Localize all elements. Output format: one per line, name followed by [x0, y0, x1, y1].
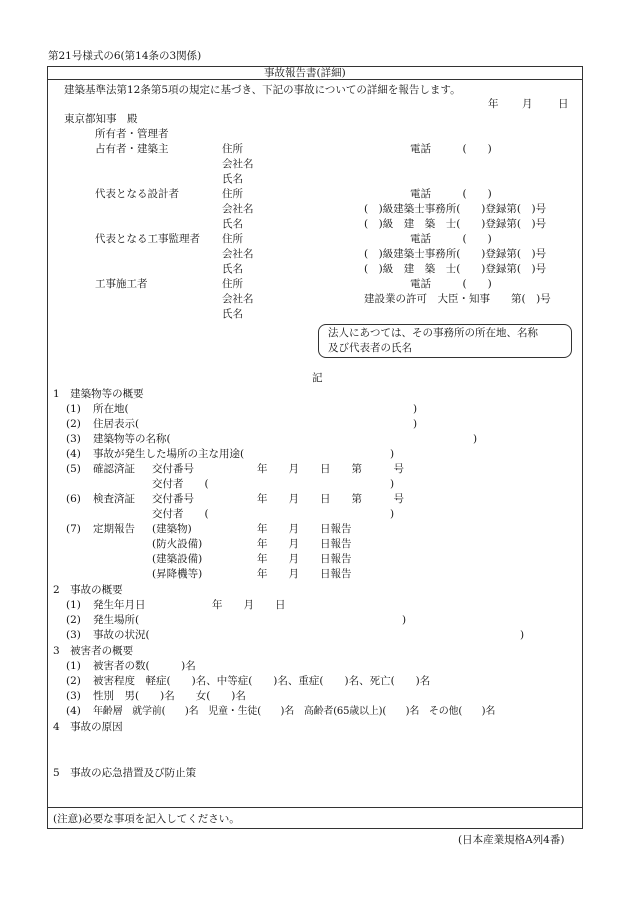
s3-age-groups: 年齢層 就学前( )名 児童・生徒( )名 高齢者(65歳以上)( )名 その他( )名	[93, 706, 496, 717]
s2-place-close: )	[402, 614, 407, 626]
designer-name-label: 氏名	[222, 218, 243, 230]
s1-periodic-date-equipment: 年 月 日報告	[257, 553, 352, 565]
s2-date-value: 年 月 日	[212, 599, 286, 611]
section3-heading: 3 被害者の概要	[53, 645, 134, 657]
s2-item3-num: (3)	[66, 629, 81, 641]
corporation-note-line1: 法人にあつては、その事務所の所在地、名称	[328, 327, 538, 339]
owner-company-label: 会社名	[222, 158, 254, 170]
owner-label: 占有者・建築主	[95, 143, 169, 155]
contractor-license: 建設業の許可 大臣・知事 第( )号	[364, 293, 551, 305]
s3-severity: 被害程度 軽症( )名、中等症( )名、重症( )名、死亡( )名	[93, 675, 431, 687]
s3-gender: 性別 男( )名 女( )名	[93, 690, 246, 702]
s3-item3-num: (3)	[66, 690, 81, 702]
s1-item1-num: (1)	[66, 403, 81, 415]
s1-periodic-label: 定期報告	[93, 523, 135, 535]
s1-item6-num: (6)	[66, 493, 81, 505]
s1-periodic-date-building: 年 月 日報告	[257, 523, 352, 535]
contractor-phone: 電話 ( )	[410, 278, 492, 290]
owner-address-label: 住所	[222, 143, 243, 155]
s1-location-close: )	[413, 403, 418, 415]
s1-item7-num: (7)	[66, 523, 81, 535]
note-divider	[48, 807, 582, 808]
s1-use-label: 事故が発生した場所の主な用途(	[93, 448, 245, 460]
s3-item1-num: (1)	[66, 660, 81, 672]
s1-confirmation-issuer-label: 交付者 (	[152, 478, 209, 490]
addressee: 東京都知事 殿	[64, 113, 138, 125]
contractor-address-label: 住所	[222, 278, 243, 290]
s2-date-label: 発生年月日	[93, 599, 146, 611]
s1-confirmation-number-label: 交付番号	[152, 463, 194, 475]
supervisor-office-registration: ( )級建築士事務所( )登録第( )号	[364, 248, 547, 260]
intro-text: 建築基準法第12条第5項の規定に基づき、下記の事故についての詳細を報告します。	[64, 84, 461, 96]
section2-heading: 2 事故の概要	[53, 584, 123, 596]
ki-mark: 記	[312, 372, 323, 384]
s1-periodic-kind-fire: (防火設備)	[152, 538, 203, 550]
section4-heading: 4 事故の原因	[53, 721, 123, 733]
supervisor-phone: 電話 ( )	[410, 233, 492, 245]
s1-building-name-close: )	[473, 433, 478, 445]
s1-location-label: 所在地(	[93, 403, 129, 415]
supervisor-label: 代表となる工事監理者	[95, 233, 200, 245]
section1-heading: 1 建築物等の概要	[53, 388, 144, 400]
s1-use-close: )	[390, 448, 395, 460]
s1-inspection-number-label: 交付番号	[152, 493, 194, 505]
s3-item2-num: (2)	[66, 675, 81, 687]
date-day: 日	[558, 98, 569, 110]
s2-place-label: 発生場所(	[93, 614, 140, 626]
date-month: 月	[522, 98, 533, 110]
s1-periodic-kind-building: (建築物)	[152, 523, 192, 535]
contractor-name-label: 氏名	[222, 308, 243, 320]
corporation-note-line2: 及び代表者の氏名	[328, 342, 412, 354]
s1-inspection-issuer-label: 交付者 (	[152, 508, 209, 520]
s1-item2-num: (2)	[66, 418, 81, 430]
s1-periodic-date-elevator: 年 月 日報告	[257, 568, 352, 580]
s1-inspection-label: 検査済証	[93, 493, 135, 505]
s1-periodic-kind-elevator: (昇降機等)	[152, 568, 203, 580]
designer-company-label: 会社名	[222, 203, 254, 215]
s1-confirmation-issuer-close: )	[390, 478, 395, 490]
supervisor-architect-registration: ( )級 建 築 士( )登録第( )号	[364, 263, 547, 275]
owner-name-label: 氏名	[222, 173, 243, 185]
owner-phone: 電話 ( )	[410, 143, 492, 155]
s1-inspection-date: 年 月 日 第 号	[257, 493, 404, 505]
section5-heading: 5 事故の応急措置及び防止策	[53, 767, 197, 779]
contractor-company-label: 会社名	[222, 293, 254, 305]
s1-building-name-label: 建築物等の名称(	[93, 433, 171, 445]
notice-text: (注意)必要な事項を記入してください。	[53, 813, 240, 825]
s1-confirmation-label: 確認済証	[93, 463, 135, 475]
supervisor-address-label: 住所	[222, 233, 243, 245]
supervisor-company-label: 会社名	[222, 248, 254, 260]
s1-item5-num: (5)	[66, 463, 81, 475]
s2-situation-label: 事故の状況(	[93, 629, 150, 641]
designer-architect-registration: ( )級 建 築 士( )登録第( )号	[364, 218, 547, 230]
owner-header: 所有者・管理者	[95, 128, 169, 140]
designer-office-registration: ( )級建築士事務所( )登録第( )号	[364, 203, 547, 215]
supervisor-name-label: 氏名	[222, 263, 243, 275]
form-number: 第21号様式の6(第14条の3関係)	[48, 50, 202, 62]
designer-phone: 電話 ( )	[410, 188, 492, 200]
s2-item2-num: (2)	[66, 614, 81, 626]
designer-address-label: 住所	[222, 188, 243, 200]
s2-situation-close: )	[520, 629, 525, 641]
s3-item4-num: (4)	[66, 705, 81, 717]
s1-periodic-kind-equipment: (建築設備)	[152, 553, 203, 565]
s1-periodic-date-fire: 年 月 日報告	[257, 538, 352, 550]
page-title: 事故報告書(詳細)	[264, 67, 346, 79]
designer-label: 代表となる設計者	[95, 188, 179, 200]
s1-inspection-issuer-close: )	[390, 508, 395, 520]
s2-item1-num: (1)	[66, 599, 81, 611]
s1-residence-label: 住居表示(	[93, 418, 140, 430]
s1-item3-num: (3)	[66, 433, 81, 445]
s1-item4-num: (4)	[66, 448, 81, 460]
s3-victim-count: 被害者の数( )名	[93, 660, 196, 672]
s1-confirmation-date: 年 月 日 第 号	[257, 463, 404, 475]
paper-size-footer: (日本産業規格A列4番)	[458, 834, 565, 846]
date-year: 年	[488, 98, 499, 110]
contractor-label: 工事施工者	[95, 278, 148, 290]
s1-residence-close: )	[413, 418, 418, 430]
